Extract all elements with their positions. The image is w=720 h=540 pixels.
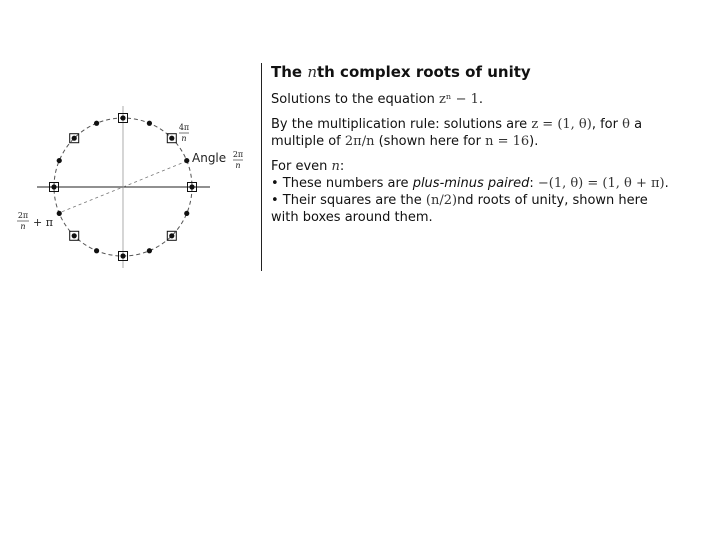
bullet-squares: • Their squares are the (n/2)nd roots of unity, shown here bbox=[271, 193, 648, 208]
root-point-10 bbox=[72, 233, 77, 238]
multiplication-rule-paragraph: By the multiplication rule: solutions are z = (1, θ), for θ a multiple of 2π/n (shown here for n = 16). bbox=[271, 117, 643, 149]
root-point-7 bbox=[57, 158, 62, 163]
roots-of-unity-diagram bbox=[0, 0, 260, 300]
root-point-9 bbox=[57, 211, 62, 216]
root-point-13 bbox=[147, 248, 152, 253]
root-point-11 bbox=[94, 248, 99, 253]
root-point-14 bbox=[169, 233, 174, 238]
root-point-12 bbox=[120, 253, 125, 258]
bullet-plus-minus-paired: • These numbers are plus-minus paired: −(1, θ) = (1, θ + π). bbox=[271, 176, 669, 191]
root-point-8 bbox=[51, 184, 56, 189]
root-point-0 bbox=[189, 184, 194, 189]
label-2pi-over-n-numerator: 2π bbox=[17, 211, 29, 220]
even-n-heading: For even n: bbox=[271, 159, 345, 174]
bullet-squares-continued: with boxes around them. bbox=[271, 210, 433, 225]
label-2pi-over-n-denominator: n bbox=[20, 222, 26, 231]
even-n-paragraph bbox=[271, 158, 711, 226]
root-point-2 bbox=[169, 136, 174, 141]
label-angle-denominator: n bbox=[235, 161, 241, 170]
root-point-4 bbox=[120, 115, 125, 120]
root-point-6 bbox=[72, 136, 77, 141]
equation-paragraph: Solutions to the equation zⁿ − 1. bbox=[271, 92, 484, 107]
label-plus-pi: + π bbox=[33, 216, 53, 229]
text-panel bbox=[271, 62, 711, 234]
root-point-1 bbox=[184, 158, 189, 163]
page-title: The nth complex roots of unity bbox=[271, 63, 531, 81]
label-4pi-over-n-numerator: 4π bbox=[178, 123, 190, 132]
root-point-15 bbox=[184, 211, 189, 216]
label-angle-numerator: 2π bbox=[232, 150, 244, 159]
label-4pi-over-n-denominator: n bbox=[181, 134, 187, 143]
root-point-3 bbox=[147, 121, 152, 126]
panel-divider bbox=[261, 63, 262, 271]
label-angle-word: Angle bbox=[192, 151, 227, 165]
root-point-5 bbox=[94, 121, 99, 126]
